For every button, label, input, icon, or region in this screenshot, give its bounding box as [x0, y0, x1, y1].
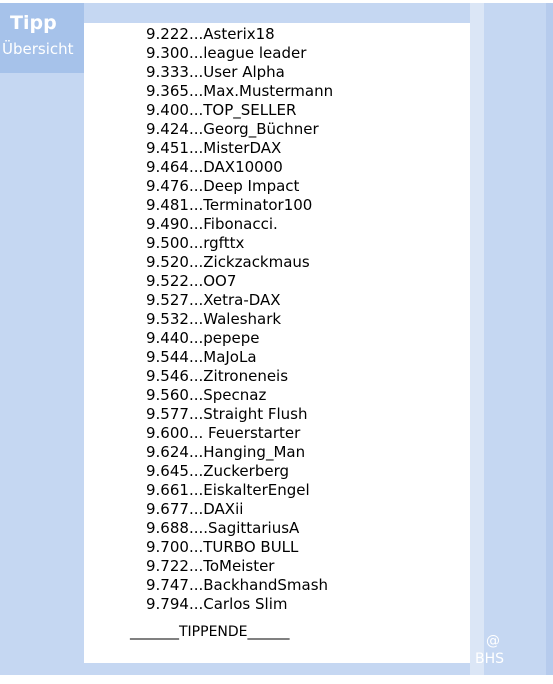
- tip-entry: 9.490...Fibonacci.: [146, 215, 278, 233]
- tip-entry: 9.600... Feuerstarter: [146, 424, 301, 442]
- tip-entry: 9.222...Asterix18: [146, 25, 275, 43]
- tip-entry: 9.365...Max.Mustermann: [146, 82, 334, 100]
- tip-entry: 9.645...Zuckerberg: [146, 462, 289, 480]
- tip-entry: 9.522...OO7: [146, 272, 237, 290]
- tip-entry: 9.661...EiskalterEngel: [146, 481, 310, 499]
- tip-entry: 9.464...DAX10000: [146, 158, 283, 176]
- page-frame: [0, 3, 553, 675]
- right-edge-strip: [546, 3, 553, 675]
- tip-entry: 9.560...Specnaz: [146, 386, 267, 404]
- tip-entry: 9.300...league leader: [146, 44, 307, 62]
- header-tab: [0, 3, 84, 73]
- tip-entry: 9.747...BackhandSmash: [146, 576, 329, 594]
- tip-entry: 9.546...Zitroneneis: [146, 367, 289, 385]
- footer-at-sign: @: [486, 633, 500, 649]
- tip-entry: 9.500...rgfttx: [146, 234, 245, 252]
- tip-entry: 9.440...pepepe: [146, 329, 260, 347]
- tip-entry: 9.481...Terminator100: [146, 196, 313, 214]
- tip-entry: 9.527...Xetra-DAX: [146, 291, 281, 309]
- page-subtitle: Übersicht: [2, 40, 74, 58]
- tip-list-panel: [84, 23, 470, 663]
- tip-entry: 9.688....SagittariusA: [146, 519, 300, 537]
- tip-list: [146, 25, 333, 614]
- footer-author: BHS: [475, 651, 505, 667]
- tip-end-marker: _______TIPPENDE______: [130, 624, 290, 640]
- tip-entry: 9.333...User Alpha: [146, 63, 285, 81]
- tip-entry: 9.577...Straight Flush: [146, 405, 308, 423]
- tip-entry: 9.677...DAXii: [146, 500, 244, 518]
- tip-entry: 9.451...MisterDAX: [146, 139, 282, 157]
- tip-entry: 9.520...Zickzackmaus: [146, 253, 310, 271]
- tip-entry: 9.794...Carlos Slim: [146, 595, 288, 613]
- tip-entry: 9.424...Georg_Büchner: [146, 120, 319, 138]
- tip-entry: 9.700...TURBO BULL: [146, 538, 299, 556]
- page-title: Tipp: [10, 12, 57, 34]
- tip-entry: 9.544...MaJoLa: [146, 348, 257, 366]
- tip-entry: 9.624...Hanging_Man: [146, 443, 306, 461]
- tip-entry: 9.400...TOP_SELLER: [146, 101, 297, 119]
- tip-entry: 9.532...Waleshark: [146, 310, 282, 328]
- tip-entry: 9.722...ToMeister: [146, 557, 275, 575]
- tip-entry: 9.476...Deep Impact: [146, 177, 300, 195]
- right-bar: [470, 3, 484, 675]
